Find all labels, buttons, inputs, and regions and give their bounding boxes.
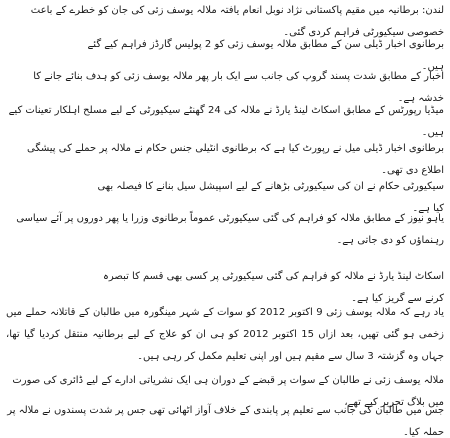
article-paragraph: یاد رہے کہ ملالہ یوسف زئی 9 اکتوبر 2012 کو سوات کے شہر مینگورہ میں طالبان کے قاتلانہ حملے میں زخمی ہو گئی تھیں، بعد ازاں 15 اکتوبر 2012 کو ہی ان کو علاج کے لیے برطانیہ منتقل کردیا گیا تھا، جہاں وہ گزشتہ 3 سال سے مقیم ہیں اور اپنی تعلیم مکمل کر رہی ہیں۔ [6,307,444,362]
article-paragraph: جس میں طالبان کی جانب سے تعلیم پر پابندی کے خلاف آواز اٹھائی تھی جس پر شدت پسندوں نے ملالہ پر حملہ کیا۔ [7,405,444,438]
article-lead-paragraph: لندن: برطانیہ میں مقیم پاکستانی نژاد نوبل انعام یافتہ ملالہ یوسف زئی کی جان کو خطرے کے باعث خصوصی سیکیورٹی فراہم کردی گئی۔ [30,5,444,38]
article-paragraph: برطانوی اخبار ڈیلی سن کے مطابق ملالہ یوسف زئی کو 2 پولیس گارڈز فراہم کیے گئے ہیں۔ [87,39,444,72]
article-paragraph: اسکاٹ لینڈ یارڈ نے ملالہ کو فراہم کی گئی سیکیورٹی پر کسی بھی قسم کا تبصرہ کرنے سے گریز کیا ہے۔ [103,271,444,304]
article-paragraph: سیکیورٹی حکام نے ان کی سیکیورٹی بڑھانے کے لیے اسپیشل سیل بنانے کا فیصلہ بھی کیا ہے۔ [97,181,444,214]
article-paragraph: میڈیا رپورٹس کے مطابق اسکاٹ لینڈ یارڈ نے ملالہ کی 24 گھنٹے سیکیورٹی کے لیے مسلح اہلکار تعینات کیے ہیں۔ [8,105,444,138]
article-paragraph: یاہو نیوز کے مطابق ملالہ کو فراہم کی گئی سیکیورٹی عموماً برطانوی وزرا یا پھر دوروں پر آئے سیاسی رہنماؤں کو دی جاتی ہے۔ [16,213,444,246]
article-paragraph: اخبار کے مطابق شدت پسند گروپ کی جانب سے ایک بار پھر ملالہ یوسف زئی کو ہدف بنائے جانے کا خدشہ ہے۔ [33,71,444,104]
article-paragraph: برطانوی اخبار ڈیلی میل نے رپورٹ کیا ہے کہ برطانوی انٹیلی جنس حکام نے ملالہ پر حملے کی پیشگی اطلاع دی تھی۔ [26,143,444,176]
article-paragraph: ملالہ یوسف زئی نے طالبان کے سوات پر قبضے کے دوران ہی ایک نشریاتی ادارے کے لیے ڈائری کی صورت میں بلاگ تحریر کیے تھے، [12,375,444,408]
